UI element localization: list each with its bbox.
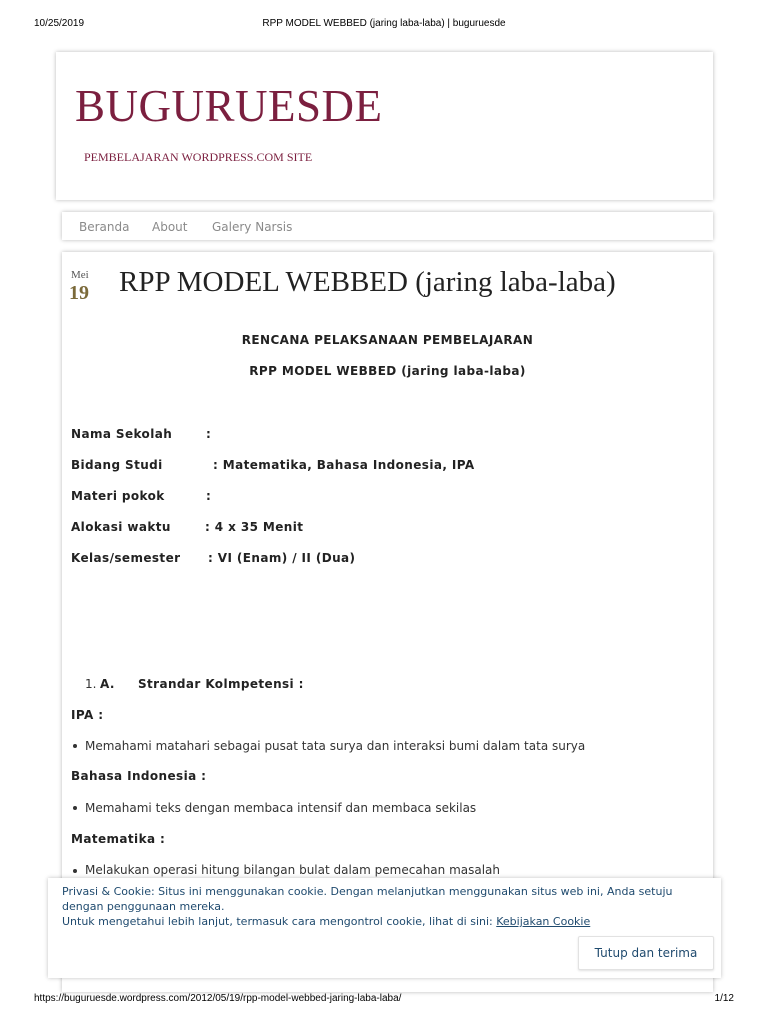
field-label: Kelas/semester (71, 551, 181, 565)
field-value: : (206, 489, 212, 503)
print-header (0, 18, 768, 32)
post-date-day: 19 (69, 282, 89, 304)
subject-heading-bahasa: Bahasa Indonesia : (71, 769, 207, 783)
field-label: Bidang Studi (71, 458, 163, 472)
post-date-month: Mei (71, 269, 89, 281)
bullet-icon (73, 869, 77, 873)
field-value: : (206, 427, 212, 441)
main-nav (62, 212, 713, 240)
bullet-icon (73, 806, 77, 810)
list-item: Memahami matahari sebagai pusat tata surya dan interaksi bumi dalam tata surya (85, 739, 586, 753)
print-doc-title: RPP MODEL WEBBED (jaring laba-laba) | buguruesde (262, 18, 506, 29)
print-footer (0, 993, 768, 1007)
print-date: 10/25/2019 (34, 18, 85, 29)
field-label: Nama Sekolah (71, 427, 173, 441)
section-title: Strandar Kolmpetensi : (138, 677, 304, 691)
field-value: : VI (Enam) / II (Dua) (208, 551, 356, 565)
nav-item-about[interactable]: About (152, 220, 188, 234)
doc-heading-model: RPP MODEL WEBBED (jaring laba-laba) (249, 364, 526, 378)
site-tagline: PEMBELAJARAN WORDPRESS.COM SITE (84, 150, 313, 164)
list-item: Melakukan operasi hitung bilangan bulat dalam pemecahan masalah (85, 863, 501, 877)
cookie-line: Untuk mengetahui lebih lanjut, termasuk cara mengontrol cookie, lihat di sini: Kebijakan Cookie (62, 915, 591, 928)
field-value: : Matematika, Bahasa Indonesia, IPA (213, 458, 475, 472)
list-item: Memahami teks dengan membaca intensif dan membaca sekilas (85, 801, 477, 815)
field-value: : 4 x 35 Menit (205, 520, 304, 534)
field-label: Alokasi waktu (71, 520, 171, 534)
cookie-line: Privasi & Cookie: Situs ini menggunakan cookie. Dengan melanjutkan menggunakan situs web ini, Anda setuju (62, 885, 673, 898)
section-letter: A. (100, 677, 115, 691)
bullet-icon (73, 744, 77, 748)
site-header (56, 52, 713, 200)
nav-item-galery-narsis[interactable]: Galery Narsis (212, 220, 293, 234)
cookie-banner (48, 878, 721, 978)
accept-cookie-button[interactable]: Tutup dan terima (578, 936, 714, 970)
subject-heading-matematika: Matematika : (71, 832, 166, 846)
print-page-number: 1/12 (714, 993, 734, 1004)
print-url: https://buguruesde.wordpress.com/2012/05/19/rpp-model-webbed-jaring-laba-laba/ (34, 993, 402, 1004)
post-title[interactable]: RPP MODEL WEBBED (jaring laba-laba) (119, 266, 616, 298)
cookie-policy-link[interactable]: Kebijakan Cookie (496, 915, 591, 928)
section-number: 1. (85, 677, 97, 691)
subject-heading-ipa: IPA : (71, 708, 104, 722)
doc-heading-rpp: RENCANA PELAKSANAAN PEMBELAJARAN (241, 333, 534, 347)
site-title[interactable]: BUGURUESDE (75, 81, 383, 131)
cookie-line: dengan penggunaan mereka. (62, 900, 225, 913)
field-label: Materi pokok (71, 489, 165, 503)
cookie-text (62, 884, 712, 929)
nav-item-beranda[interactable]: Beranda (79, 220, 130, 234)
